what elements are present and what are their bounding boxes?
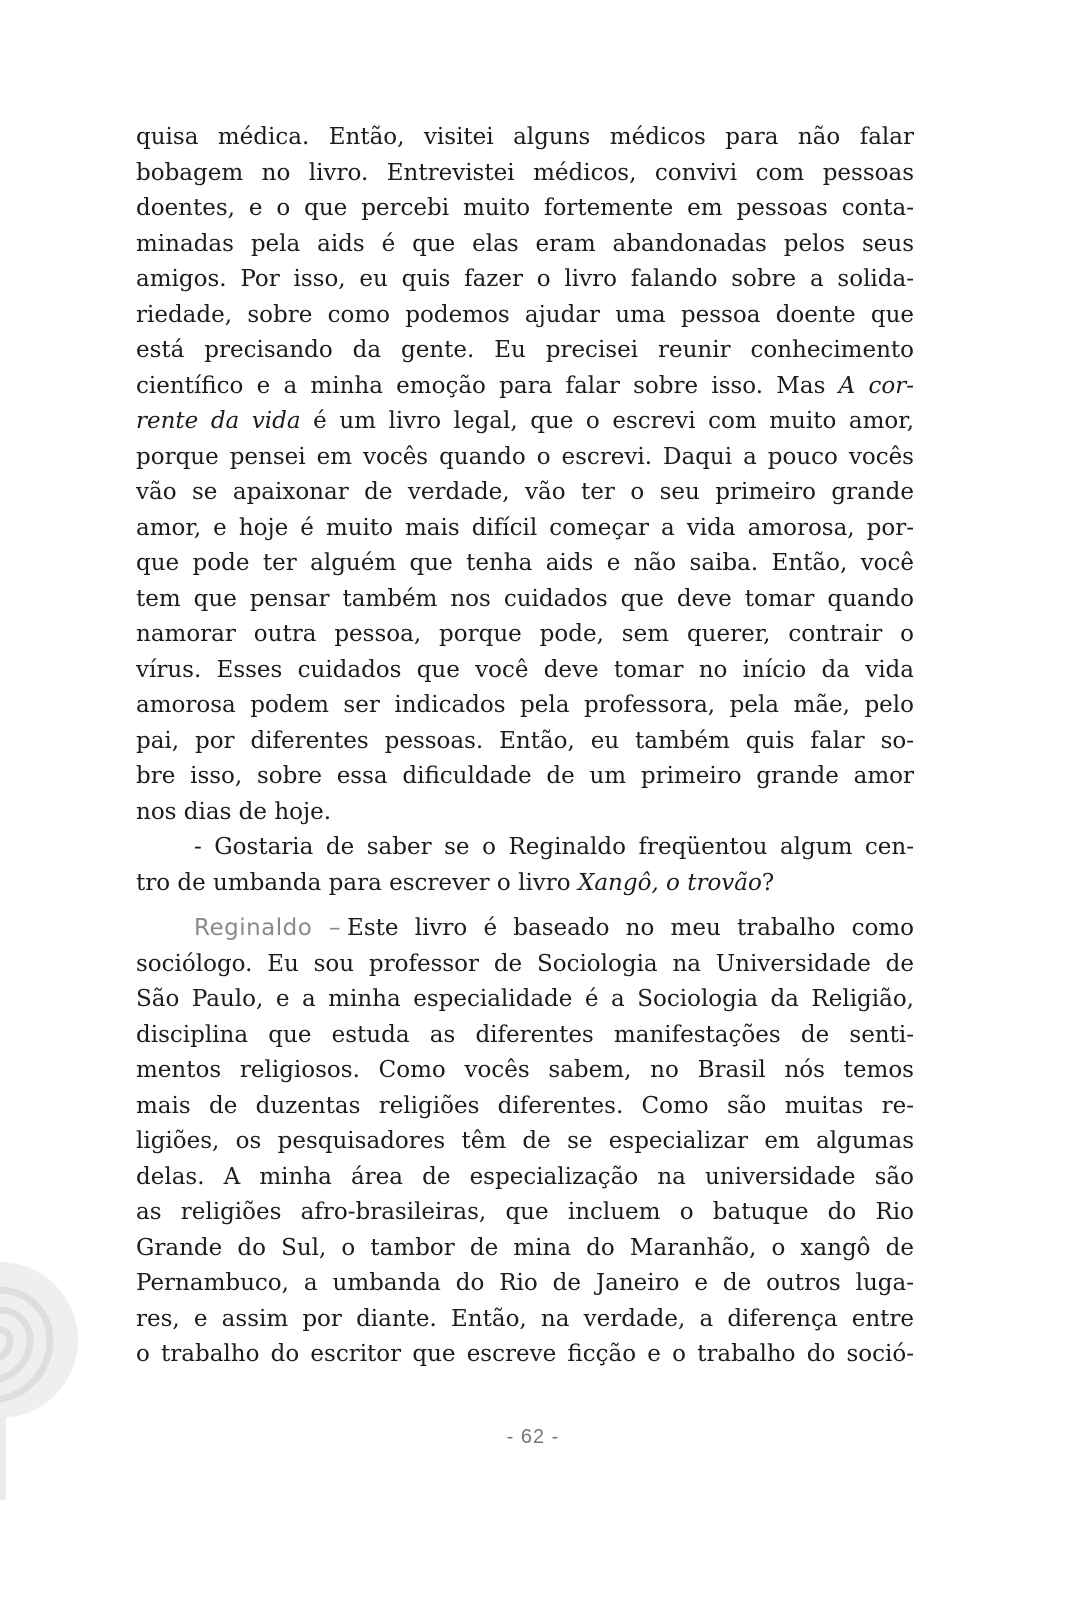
text-line: bre isso, sobre essa dificuldade de um primeiro grande amor — [136, 763, 914, 789]
answer-line: mentos religiosos. Como vocês sabem, no Brasil nós temos — [136, 1057, 914, 1083]
text-line: que pode ter alguém que tenha aids e não saiba. Então, você — [136, 550, 914, 576]
answer-line: sociólogo. Eu sou professor de Sociologia na Universidade de — [136, 950, 914, 977]
text-segment: tro de umbanda para escrever o livro — [136, 869, 571, 896]
text-segment: científico e a minha emoção para falar sobre isso. Mas — [136, 372, 826, 399]
answer-line: Pernambuco, a umbanda do Rio de Janeiro e de outros luga- — [136, 1270, 914, 1296]
answer-line — [136, 911, 914, 947]
answer-line: ligiões, os pesquisadores têm de se especializar em algumas — [136, 1128, 914, 1154]
text-line — [136, 404, 914, 440]
text-segment: é um livro legal, que o escrevi com muito amor, — [313, 408, 915, 434]
text-line: nos dias de hoje. — [136, 798, 332, 825]
answer-line: Grande do Sul, o tambor de mina do Maranhão, o xangô de — [136, 1234, 914, 1261]
text-line: namorar outra pessoa, porque pode, sem querer, contrair o — [136, 621, 914, 647]
book-title-italic: rente da vida — [136, 408, 301, 434]
text-line: pai, por diferentes pessoas. Então, eu também quis falar so- — [136, 727, 914, 754]
text-line: amor, e hoje é muito mais difícil começar a vida amorosa, por- — [136, 514, 914, 541]
answer-line: São Paulo, e a minha especialidade é a Sociologia da Religião, — [136, 986, 914, 1012]
text-line: vão se apaixonar de verdade, vão ter o seu primeiro grande — [136, 479, 914, 505]
paragraph-gap — [136, 901, 914, 911]
text-line: bobagem no livro. Entrevistei médicos, convivi com pessoas — [136, 159, 914, 186]
answer-line: mais de duzentas religiões diferentes. Como são muitas re- — [136, 1092, 914, 1119]
text-line: amigos. Por isso, eu quis fazer o livro falando sobre a solida- — [136, 266, 914, 292]
answer-line: delas. A minha área de especialização na universidade são — [136, 1163, 914, 1190]
text-line: vírus. Esses cuidados que você deve tomar no início da vida — [136, 656, 914, 683]
speaker-label: Reginaldo – — [194, 915, 342, 941]
answer-line: disciplina que estuda as diferentes manifestações de senti- — [136, 1021, 914, 1048]
text-line: tem que pensar também nos cuidados que deve tomar quando — [136, 585, 914, 612]
book-title-italic: A cor- — [838, 372, 915, 399]
text-line: porque pensei em vocês quando o escrevi. Daqui a pouco vocês — [136, 443, 914, 470]
text-line: está precisando da gente. Eu precisei reunir conhecimento — [136, 337, 914, 363]
text-line: quisa médica. Então, visitei alguns médicos para não falar — [136, 124, 914, 150]
lollipop-decoration-icon — [0, 1260, 90, 1500]
answer-line: as religiões afro-brasileiras, que incluem o batuque do Rio — [136, 1199, 914, 1225]
text-line: doentes, e o que percebi muito fortemente em pessoas conta- — [136, 195, 914, 221]
question-line: - Gostaria de saber se o Reginaldo freqüentou algum cen- — [194, 834, 914, 860]
text-line — [136, 369, 914, 405]
text-line: amorosa podem ser indicados pela professora, pela mãe, pelo — [136, 692, 914, 718]
text-line: riedade, sobre como podemos ajudar uma pessoa doente que — [136, 301, 914, 328]
book-title-italic: Xangô, o trovão — [577, 869, 762, 896]
text-segment: Este livro é baseado no meu trabalho como — [347, 915, 914, 941]
page-number: - 62 - — [506, 1426, 560, 1448]
answer-line: res, e assim por diante. Então, na verdade, a diferença entre — [136, 1305, 914, 1332]
text-line: minadas pela aids é que elas eram abandonadas pelos seus — [136, 230, 914, 257]
text-segment: ? — [761, 869, 775, 896]
main-text — [136, 120, 914, 1373]
answer-line: o trabalho do escritor que escreve ficção e o trabalho do soció- — [136, 1341, 914, 1367]
question-line — [136, 866, 914, 902]
